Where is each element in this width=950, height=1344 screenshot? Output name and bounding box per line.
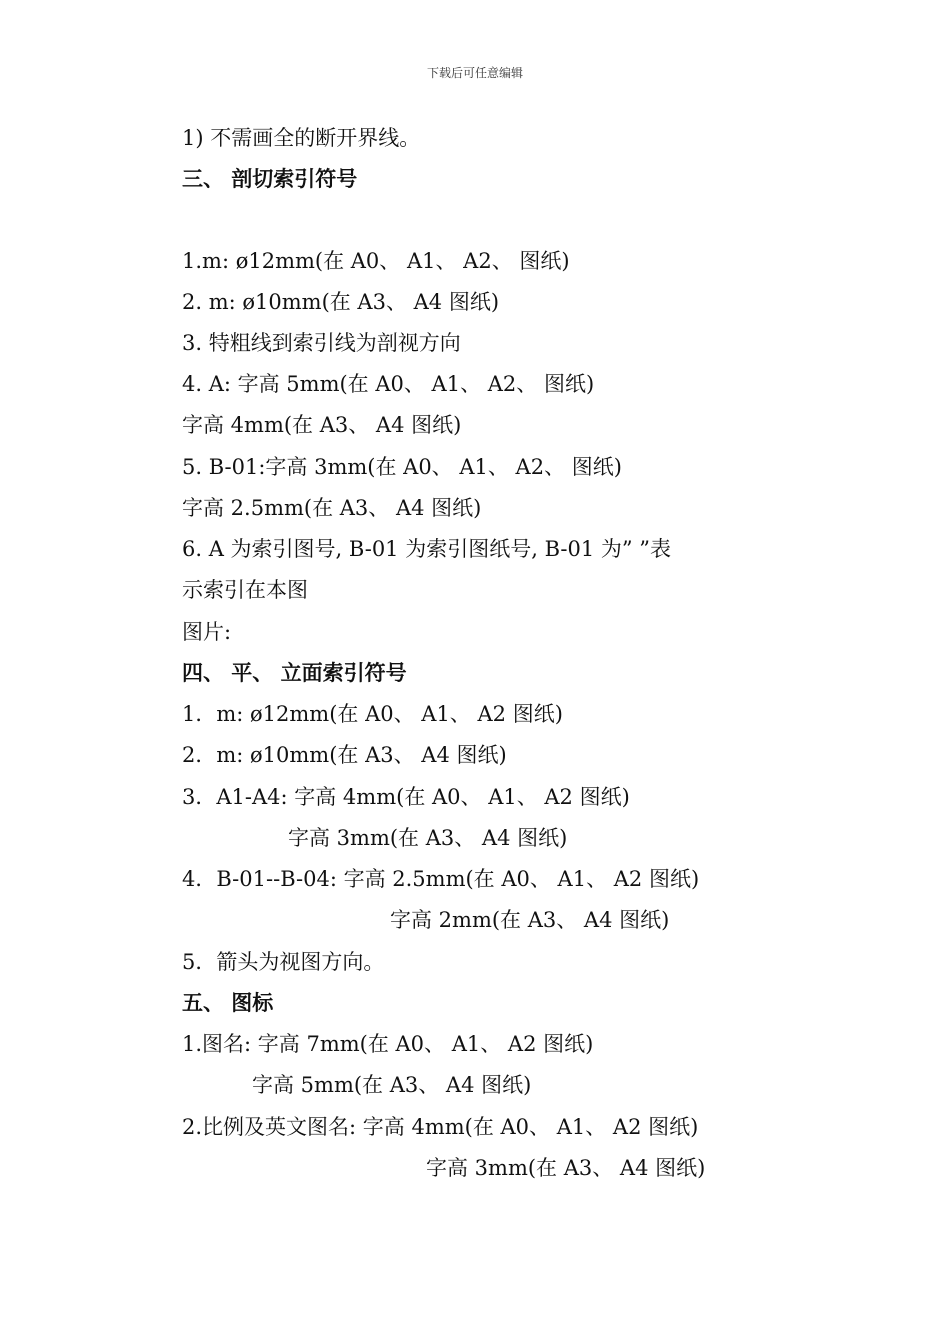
list-item: 字高 3mm(在 A3、 A4 图纸) [426, 1156, 706, 1180]
list-item: 3. 特粗线到索引线为剖视方向 [182, 331, 461, 355]
page-header: 下载后可任意编辑 [426, 66, 523, 80]
section-heading: 三、 剖切索引符号 [182, 167, 358, 191]
list-item: 1.m: ø12mm(在 A0、 A1、 A2、 图纸) [182, 249, 570, 273]
list-item: 字高 4mm(在 A3、 A4 图纸) [182, 413, 462, 437]
list-item: 3．A1-A4: 字高 4mm(在 A0、 A1、 A2 图纸) [182, 785, 630, 809]
list-item: 6. A 为索引图号, B-01 为索引图纸号, B-01 为” ”表 [182, 537, 672, 561]
list-item: 1.图名: 字高 7mm(在 A0、 A1、 A2 图纸) [182, 1032, 594, 1056]
list-item: 字高 2mm(在 A3、 A4 图纸) [390, 908, 670, 932]
list-item: 4. A: 字高 5mm(在 A0、 A1、 A2、 图纸) [182, 372, 595, 396]
section-heading: 五、 图标 [182, 991, 274, 1015]
list-item: 2．m: ø10mm(在 A3、 A4 图纸) [182, 743, 507, 767]
list-item: 示索引在本图 [182, 578, 308, 602]
list-item: 5．箭头为视图方向。 [182, 950, 385, 974]
list-item: 字高 5mm(在 A3、 A4 图纸) [252, 1073, 532, 1097]
list-item: 图片: [182, 620, 232, 644]
list-item: 5. B-01:字高 3mm(在 A0、 A1、 A2、 图纸) [182, 455, 622, 479]
list-item: 字高 2.5mm(在 A3、 A4 图纸) [182, 496, 482, 520]
section-heading: 四、 平、 立面索引符号 [182, 661, 407, 685]
list-item: 1) 不需画全的断开界线。 [182, 126, 421, 150]
list-item: 字高 3mm(在 A3、 A4 图纸) [288, 826, 568, 850]
list-item: 1．m: ø12mm(在 A0、 A1、 A2 图纸) [182, 702, 563, 726]
list-item: 2.比例及英文图名: 字高 4mm(在 A0、 A1、 A2 图纸) [182, 1115, 699, 1139]
list-item: 2. m: ø10mm(在 A3、 A4 图纸) [182, 290, 500, 314]
list-item: 4．B-01--B-04: 字高 2.5mm(在 A0、 A1、 A2 图纸) [182, 867, 700, 891]
